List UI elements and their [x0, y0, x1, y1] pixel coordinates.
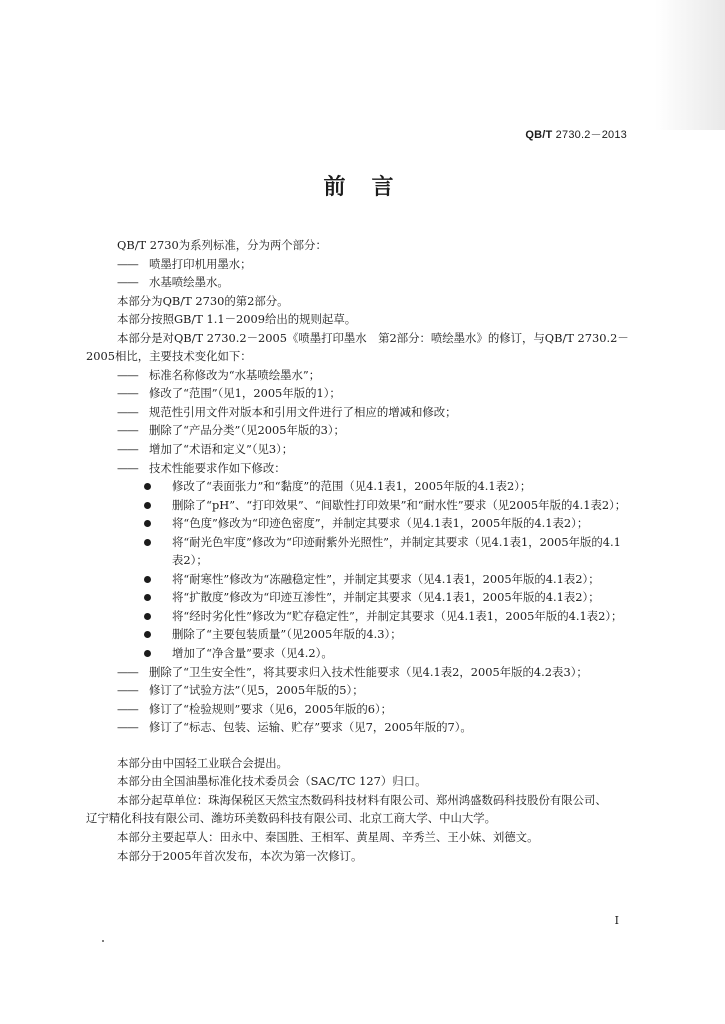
- dash-mark: ——: [117, 460, 138, 475]
- series-part-text: 水基喷绘墨水。: [149, 275, 229, 290]
- scan-edge-shadow: [655, 0, 725, 130]
- change-item: [117, 440, 632, 459]
- part-statement: 本部分为QB/T 2730的第2部分。: [117, 293, 289, 308]
- paragraph-gap: [117, 737, 632, 754]
- revision-statement: 本部分是对QB/T 2730.2－2005《喷墨打印墨水 第2部分：喷绘墨水》的修订，与QB/T 2730.2－: [117, 330, 629, 345]
- revision-statement-continued: 2005相比，主要技术变化如下：: [86, 349, 252, 364]
- bullet-dot-icon: [144, 613, 151, 620]
- bullet-text: 删除了“pH”、“打印效果”、“间歇性打印效果”和“耐水性”要求（见2005年版的4.1表2）；: [172, 497, 627, 512]
- bullet-text: 修改了“表面张力”和“黏度”的范围（见4.1表1，2005年版的4.1表2）；: [172, 479, 532, 494]
- bullet-text: 增加了“净含量”要求（见4.2）。: [172, 646, 333, 661]
- dash-mark: ——: [117, 720, 138, 735]
- publication-history: 本部分于2005年首次发布，本次为第一次修订。: [117, 848, 363, 863]
- foreword-body: [86, 236, 632, 865]
- dash-mark: ——: [117, 386, 138, 401]
- dash-mark: ——: [117, 404, 138, 419]
- change-text: 修订了“检验规则”要求（见6，2005年版的6）；: [149, 701, 393, 716]
- performance-change-bullet: [117, 533, 632, 570]
- dash-mark: ——: [117, 442, 138, 457]
- performance-change-bullet: [117, 644, 632, 663]
- bullet-dot-icon: [144, 650, 151, 657]
- change-text: 技术性能要求作如下修改：: [149, 460, 286, 475]
- dash-mark: ——: [117, 683, 138, 698]
- bullet-dot-icon: [144, 594, 151, 601]
- performance-change-bullet: [117, 588, 632, 607]
- series-part-item: [117, 273, 632, 292]
- change-item: [117, 421, 632, 440]
- performance-change-bullet: [117, 477, 632, 496]
- change-item: [117, 366, 632, 385]
- standard-code-number: 2730.2－2013: [552, 129, 627, 141]
- change-text: 修订了“试验方法”（见5，2005年版的5）；: [149, 683, 364, 698]
- bullet-dot-icon: [144, 502, 151, 509]
- change-text: 增加了“术语和定义”（见3）；: [149, 442, 294, 457]
- intro-paragraph: QB/T 2730为系列标准，分为两个部分：: [117, 238, 327, 252]
- bullet-text: 将“耐寒性”修改为“冻融稳定性”，并制定其要求（见4.1表1，2005年版的4.1表2）；: [172, 571, 600, 586]
- page-number: I: [614, 914, 619, 927]
- bullet-text: 删除了“主要包装质量”（见2005年版的4.3）；: [172, 627, 402, 642]
- dash-mark: ——: [117, 701, 138, 716]
- standard-code: [525, 126, 627, 142]
- committee-statement: 本部分由全国油墨标准化技术委员会（SAC/TC 127）归口。: [117, 774, 427, 789]
- drafting-rule-statement: 本部分按照GB/T 1.1－2009给出的规则起草。: [117, 312, 357, 327]
- proposer-statement: 本部分由中国轻工业联合会提出。: [117, 755, 288, 770]
- bullet-text: 将“经时劣化性”修改为“贮存稳定性”，并制定其要求（见4.1表1，2005年版的4.1表2）；: [172, 608, 623, 623]
- performance-change-bullet: [117, 625, 632, 644]
- standard-code-prefix: QB/T: [525, 129, 553, 141]
- bullet-text: 将“扩散度”修改为“印迹互渗性”，并制定其要求（见4.1表1，2005年版的4.1表2）；: [172, 590, 600, 605]
- bullet-dot-icon: [144, 576, 151, 583]
- page-title: 前言: [323, 174, 420, 200]
- change-item: [117, 700, 632, 719]
- change-text: 修改了“范围”（见1，2005年版的1）；: [149, 386, 341, 401]
- change-item: [117, 459, 632, 478]
- dash-mark: ——: [117, 664, 138, 679]
- change-item: [117, 663, 632, 682]
- change-item: [117, 718, 632, 737]
- performance-change-bullet: [117, 570, 632, 589]
- change-text: 删除了“产品分类”（见2005年版的3）；: [149, 423, 345, 438]
- bullet-text: 将“色度”修改为“印迹色密度”，并制定其要求（见4.1表1，2005年版的4.1表2）；: [172, 516, 589, 531]
- bullet-dot-icon: [144, 520, 151, 527]
- performance-change-bullet: [117, 514, 632, 533]
- dash-mark: ——: [117, 423, 138, 438]
- series-part-item: [117, 255, 632, 274]
- change-text: 删除了“卫生安全性”，将其要求归入技术性能要求（见4.1表2，2005年版的4.2表3）；: [149, 664, 588, 679]
- change-text: 标准名称修改为“水基喷绘墨水”；: [149, 367, 321, 382]
- dash-mark: ——: [117, 256, 138, 271]
- change-item: [117, 681, 632, 700]
- performance-change-bullet: [117, 496, 632, 515]
- change-item: [117, 403, 632, 422]
- bullet-dot-icon: [144, 483, 151, 490]
- performance-change-bullet: [117, 607, 632, 626]
- change-item: [117, 384, 632, 403]
- bullet-text: 将“耐光色牢度”修改为“印迹耐紫外光照性”，并制定其要求（见4.1表1，2005年版的4.1表2）；: [172, 534, 621, 568]
- change-text: 规范性引用文件对版本和引用文件进行了相应的增减和修改；: [149, 404, 457, 419]
- bullet-dot-icon: [144, 539, 151, 546]
- dash-mark: ——: [117, 367, 138, 382]
- bullet-dot-icon: [144, 631, 151, 638]
- drafters: 本部分主要起草人：田永中、秦国胜、王相军、黄星周、辛秀兰、王小妹、刘德文。: [117, 829, 539, 844]
- scan-speck: [102, 940, 104, 942]
- dash-mark: ——: [117, 275, 138, 290]
- series-part-text: 喷墨打印机用墨水；: [149, 256, 252, 271]
- change-text: 修订了“标志、包装、运输、贮存”要求（见7，2005年版的7）。: [149, 720, 472, 735]
- drafting-units-continued: 辽宁精化科技有限公司、潍坊环美数码科技有限公司、北京工商大学、中山大学。: [86, 811, 497, 826]
- drafting-units: 本部分起草单位：珠海保税区天然宝杰数码科技材料有限公司、郑州鸿盛数码科技股份有限公司、: [117, 792, 607, 807]
